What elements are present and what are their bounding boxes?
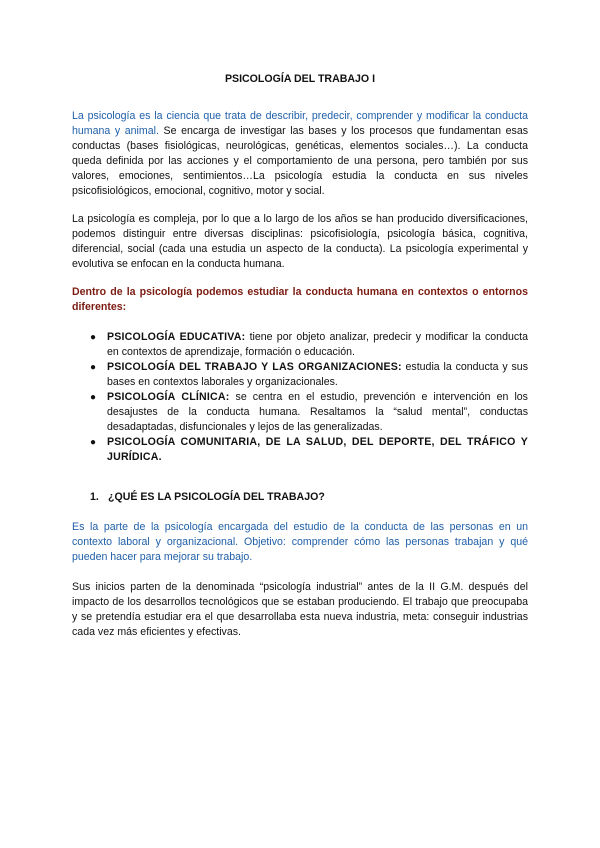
list-item [90, 435, 528, 465]
complexity-paragraph: La psicología es compleja, por lo que a lo largo de los años se han producido diversificaciones, podemos distinguir entre diversas disciplinas: psicofisiología, psicología básica, cognitiva, diferencial, social (cada una estudia un aspecto de la conducta). La psicología experimental y evolutiva se enfocan en la conducta humana. [72, 213, 528, 270]
area-term: PSICOLOGÍA DEL TRABAJO Y LAS ORGANIZACIONES: [107, 361, 402, 373]
intro-continuation: Se encarga de investigar las bases y los procesos que fundamentan esas conductas (bases fisiológicas, neurológicas, genéticas, elementos sociales…). La conducta queda definida por las acciones y el comportamiento de una persona, pero también por sus valores, emociones, sentimientos…La psicología estudia la conducta en sus niveles psicofisiológicos, emocional, cognitivo, motor y social. [72, 125, 529, 197]
document-title: PSICOLOGÍA DEL TRABAJO I [224, 73, 376, 85]
bullet-icon: ● [90, 332, 97, 343]
area-description: estudia la conducta y sus bases en contextos laborales y organizacionales. [107, 361, 528, 388]
section-heading [72, 490, 528, 505]
intro-definition: La psicología es la ciencia que trata de describir, predecir, comprender y modificar la conducta humana y animal. [72, 110, 528, 137]
section-title: ¿QUÉ ES LA PSICOLOGÍA DEL TRABAJO? [108, 491, 325, 503]
psychology-areas-list [72, 330, 528, 465]
area-term: PSICOLOGÍA COMUNITARIA, DE LA SALUD, DEL DEPORTE, DEL TRÁFICO Y JURÍDICA. [107, 436, 528, 463]
definition-paragraph: Es la parte de la psicología encargada del estudio de la conducta de las personas en un contexto laboral y organizacional. Objetivo: comprender cómo las personas trabajan y qué pueden hacer para mejorar su trabajo. [72, 521, 528, 563]
list-item [90, 330, 528, 360]
bullet-icon: ● [90, 437, 97, 448]
intro-paragraph [72, 109, 528, 199]
origins-paragraph: Sus inicios parten de la denominada “psicología industrial” antes de la II G.M. después del impacto de los desarrollos tecnológicos que se estaban produciendo. El trabajo que preocupaba y se pretendía estudiar era el que desarrollaba esta nueva industria, meta: conseguir industrias cada vez más eficientes y efectivas. [72, 581, 528, 638]
bullet-icon: ● [90, 362, 97, 373]
area-description: se centra en el estudio, prevención e intervención en los desajustes de la conducta humana. Resaltamos la “salud mental”, conductas desadaptadas, disfuncionales y lejos de las generalizadas. [107, 391, 528, 433]
contexts-heading: Dentro de la psicología podemos estudiar la conducta humana en contextos o entornos diferentes: [72, 286, 528, 313]
area-term: PSICOLOGÍA EDUCATIVA: [107, 331, 246, 343]
area-term: PSICOLOGÍA CLÍNICA: [107, 391, 230, 403]
section-number: 1. [90, 491, 99, 503]
bullet-icon: ● [90, 392, 97, 403]
document-page [72, 72, 528, 640]
list-item [90, 360, 528, 390]
area-description: tiene por objeto analizar, predecir y modificar la conducta en contextos de aprendizaje, formación o educación. [107, 331, 528, 358]
list-item [90, 390, 528, 435]
